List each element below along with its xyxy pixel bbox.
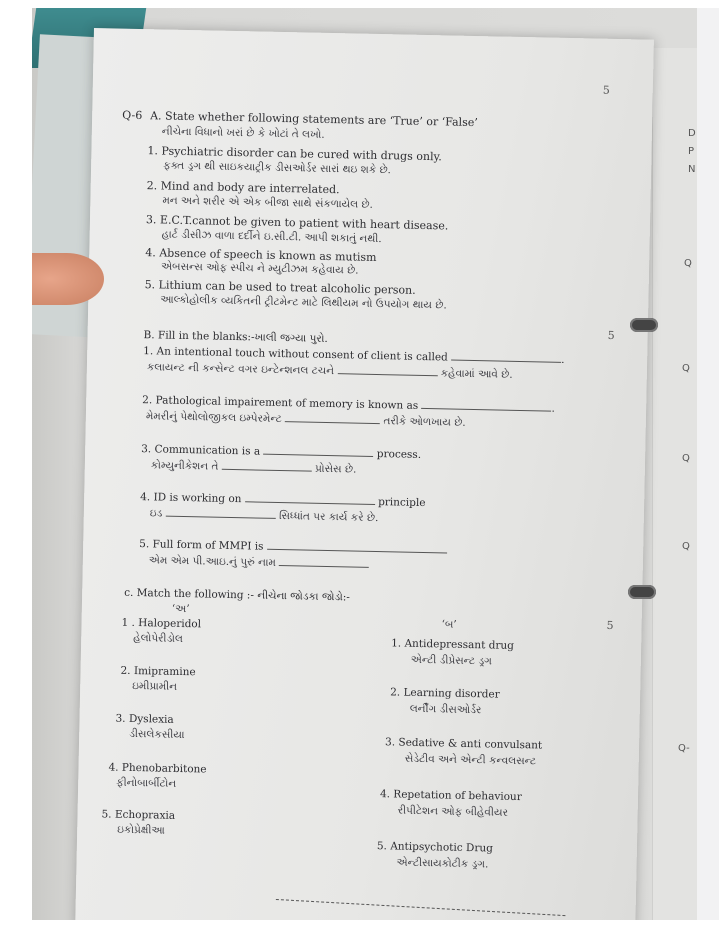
b-q4-gu: [150, 507, 379, 525]
col-a-item-4: 4. Phenobarbitone: [108, 761, 207, 776]
col-a-item-4-gu: ફીનોબાર્બીટોન: [116, 776, 177, 790]
exam-paper: [75, 28, 654, 920]
top-border: [0, 0, 719, 8]
left-border: [0, 0, 32, 930]
a-item-2-gu: મન અને શરીર એ એક બીજા સાથે સંકળાયેલ છે.: [162, 194, 374, 211]
b-q3-gu-b: પ્રોસેસ છે.: [314, 462, 357, 476]
b-q2-gu-b: તરીકે ઓળખાય છે.: [383, 415, 466, 429]
b-q3-text-b: process.: [376, 448, 422, 461]
page-mark-c: 5: [606, 618, 614, 633]
question-number: Q-6: [122, 108, 143, 123]
col-b-item-4-gu: રીપીટેશન ઓફ બીહેવીયર: [397, 804, 509, 819]
section-b-heading: B. Fill in the blanks:-ખાલી જગ્યા પુરો.: [143, 329, 328, 345]
b-q4-gu-blank[interactable]: [166, 516, 276, 519]
b-q2-blank[interactable]: [421, 408, 551, 412]
b-q3-text-a: 3. Communication is a: [141, 443, 261, 458]
exam-photo: [32, 8, 697, 920]
section-a-heading: A. State whether following statements are ‘True’ or ‘False’: [150, 109, 478, 130]
b-q2: 2. Pathological impairement of memory is known as .: [142, 394, 555, 415]
b-q3-gu-a: કોમ્યુનીકેશન તે: [150, 459, 219, 473]
col-a-label: ‘અ’: [171, 602, 190, 616]
b-q4-text-b: principle: [378, 496, 426, 510]
b-q4-gu-b: સિધ્ધાંત પર કાર્ય કરે છે.: [278, 509, 379, 525]
b-q5-gu-text: એમ એમ પી.આઇ.નું પુરું નામ: [148, 554, 277, 569]
b-q4-blank[interactable]: [245, 501, 375, 505]
bottom-border: [0, 920, 719, 930]
col-b-item-1: 1. Antidepressant drug: [391, 637, 515, 652]
col-b-item-2: 2. Learning disorder: [390, 686, 500, 701]
b-q3-gu: [151, 459, 357, 476]
edge-letter-1: D: [688, 128, 696, 139]
col-b-item-4: 4. Repetation of behaviour: [379, 788, 522, 804]
a-item-1: 1. Psychiatric disorder can be cured with drugs only.: [147, 144, 442, 164]
col-a-item-5: 5. Echopraxia: [101, 808, 176, 822]
edge-letter-5: Q: [682, 363, 690, 374]
b-q2-gu-blank[interactable]: [285, 421, 380, 424]
binder-clip-lower: [628, 585, 656, 599]
col-a-item-2-gu: ઇમીપ્રામીન: [132, 679, 178, 693]
binder-clip-upper: [630, 318, 658, 332]
edge-letter-4: Q: [684, 258, 692, 269]
a-item-1-gu: ફક્ત ડ્રગ થી સાઇકયાટ્રીક ડીસઓર્ડર સારાં થઇ શકે છે.: [163, 159, 392, 177]
b-q4-gu-a: ઇડ: [149, 507, 163, 520]
b-q3-gu-blank[interactable]: [222, 469, 312, 472]
right-edge-sheet: [652, 48, 697, 920]
b-q2-gu: [146, 410, 466, 430]
col-a-item-1: 1 . Haloperidol: [121, 616, 202, 631]
b-q1: 1. An intentional touch without consent of client is called .: [143, 345, 565, 366]
col-b-item-2-gu: લર્નીંગ ડીસઓર્ડર: [409, 702, 482, 717]
finger: [32, 253, 104, 305]
edge-letter-8: Q-: [678, 743, 690, 754]
col-b-item-5-gu: એન્ટીસાયકોટીક ડ્રગ.: [396, 856, 489, 871]
b-q1-blank[interactable]: [451, 360, 561, 363]
col-a-item-5-gu: ઇકોપ્રેક્ષીઆ: [117, 823, 165, 837]
b-q2-gu-a: મેમરીનું પેથોલોજીકલ ઇમ્પેરમેન્ટ: [145, 410, 282, 426]
col-a-item-1-gu: હેલોપેરીડોલ: [133, 631, 183, 645]
a-item-3: 3. E.C.T.cannot be given to patient with heart disease.: [145, 213, 449, 233]
b-q1-gu-blank[interactable]: [337, 373, 437, 376]
edge-letter-2: P: [688, 146, 695, 157]
section-a-heading-gu: નીચેના વિધાનો ખરાં છે કે ખોટાં તે લખો.: [161, 125, 325, 141]
col-b-label: ‘બ’: [441, 618, 457, 631]
page-mark-b: 5: [607, 328, 615, 342]
b-q1-text: 1. An intentional touch without consent of client is called: [143, 345, 448, 364]
col-b-item-5: 5. Antipsychotic Drug: [376, 840, 494, 855]
a-item-4-gu: એબસન્સ ઓફ સ્પીચ ને મ્યુટીઝમ કહેવાય છે.: [160, 260, 359, 277]
b-q1-gu-b: કહેવામાં આવે છે.: [440, 367, 513, 381]
b-q5-gu: [149, 554, 370, 572]
b-q1-gu-a: કલાયન્ટ ની કન્સેન્ટ વગર ઇન્ટેન્શનલ ટચને: [146, 361, 335, 378]
page-mark-top: 5: [602, 83, 610, 97]
b-q4-text-a: 4. ID is working on: [140, 491, 242, 506]
col-b-item-3-gu: સેડેટીવ અને એન્ટી કન્વલસન્ટ: [404, 752, 537, 768]
col-a-item-2: 2. Imipramine: [120, 664, 196, 679]
a-item-2: 2. Mind and body are interrelated.: [146, 179, 340, 197]
b-q5-blank[interactable]: [267, 549, 447, 554]
col-a-item-3: 3. Dyslexia: [115, 712, 174, 726]
a-item-3-gu: હાર્ટ ડીસીઝ વાળા દર્દીને ઇ.સી.ટી. આપી શકાતું નથી.: [161, 228, 382, 246]
edge-letter-6: Q: [682, 453, 690, 464]
col-b-item-1-gu: એન્ટી ડીપ્રેસન્ટ ડ્રગ: [410, 653, 492, 668]
b-q2-text: 2. Pathological impairement of memory is known as: [142, 394, 419, 412]
a-item-5: 5. Lithium can be used to treat alcoholic person.: [144, 278, 416, 297]
a-item-5-gu: આલ્કોહોલીક વ્યકિતની ટ્રીટમેન્ટ માટે લિથીયમ નો ઉપયોગ થાય છે.: [160, 293, 447, 312]
section-c-heading: c. Match the following :- નીચેના જોડકા જોડો:-: [124, 586, 351, 604]
col-b-item-3: 3. Sedative & anti convulsant: [384, 736, 543, 752]
dashed-divider: [276, 899, 566, 916]
b-q5-text: 5. Full form of MMPI is: [139, 538, 264, 553]
b-q3-blank[interactable]: [263, 454, 373, 457]
b-q5-gu-blank[interactable]: [279, 565, 369, 568]
edge-letter-7: Q: [682, 541, 690, 552]
a-item-4: 4. Absence of speech is known as mutism: [145, 246, 377, 264]
edge-letter-3: N: [688, 164, 696, 175]
col-a-item-3-gu: ડીસલેકસીયા: [129, 727, 185, 742]
